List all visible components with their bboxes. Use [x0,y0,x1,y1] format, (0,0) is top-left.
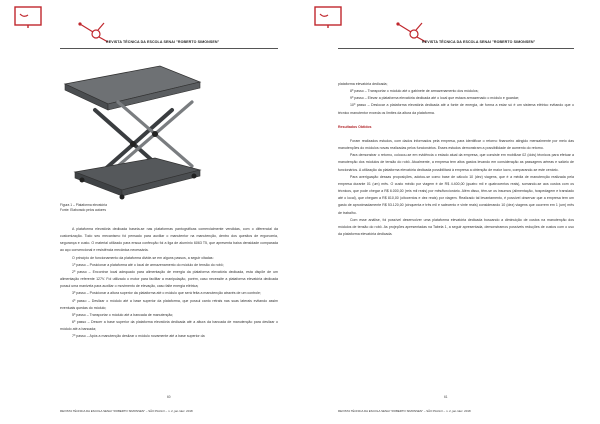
senai-journal-logo [14,6,42,28]
journal-header: REVISTA TÉCNICA DA ESCOLA SENAI "ROBERTO SIMONSEN" [422,40,536,44]
figure-caption [60,203,107,213]
paragraph: 1º passo – Posicionar a plataforma até o local de armazenamento do módulo de tensão do robô; [72,262,224,267]
paragraph: 9º passo – Elevar a plataforma elevatória dedicada até o local que estava armazenado o módulo e guardar; [350,96,520,101]
lift-platform-figure [60,62,210,200]
robot-arm-icon [76,20,110,46]
paragraph: 4º passo – Deslizar o módulo até a base superior da plataforma, que possui canto retrais nas suas laterais evitando assim eventuais quedas do módulo; [60,298,278,310]
journal-header: REVISTA TÉCNICA DA ESCOLA SENAI "ROBERTO SIMONSEN" [106,40,220,44]
senai-journal-logo [314,6,342,28]
figure-caption-title: Figura 1 – Plataforma elevatória [60,203,107,207]
paragraph: 3º passo – Posicionar a altura superior da plataforma até o módulo que será feita a manutenção através de um controle; [72,291,261,296]
paragraph: 8º passo – Transportar o módulo até o gabinete de armazenamento dos módulos; [350,89,479,94]
paragraph: 2º passo – Encontrar local adequado para alimentação de energia da plataforma elevatória dedicada, esta dispõe de um alimentação referente 127V. Foi utilizado o motor para facilitar a manipulação, porém, caso necessite a plataforma elevatória dedicada possui uma manivela para auxiliar o movimento de elevação, caso falte energia elétrica; [60,269,278,289]
right-page [300,0,600,424]
paragraph: 7º passo – Após a manutenção deslizar o módulo novamente até a base superior da [72,334,205,339]
figure-caption-source: Fonte: Elaborado pelos autores [60,208,107,212]
left-body-text [60,226,278,341]
header-rule [60,48,278,49]
paragraph: Com esse análise, foi possível desenvolver uma plataforma elevatória dedicada buscando a diminuição de custos na manutenção dos módulos de tensão do robô. As projeções apresentadas na Tabela 1, a seguir apresentada, demonstramos possíveis reduções de custos com o uso da plataforma elevatória dedicada. [338,217,574,236]
right-body-text [338,81,574,238]
page-number: 60 [167,395,171,399]
page-footer: REVISTA TÉCNICA DA ESCOLA SENAI "ROBERTO SIMONSEN" – SÃO PAULO – n. 2, jan./dez. 2018 [338,409,471,413]
paragraph: Para averiguação dessas proposições, adotou-se como base de cálculo 10 (dez) viagens, que é a média de manutenção realizada pela empresa durante 01 (um) mês. O custo médio por viagem é de R$ 4.400,00 (quatro mil e quatrocentos reais), somando-se aos custos com os técnicos, que pode chegar a R$ 6.000,00 (reis mil reais) por mês/funcionário. Além disso, têm-se os insumos (alimentação, hospedagem e translado até o local), que chegam a R$ 810,00 (oitocentos e dez reais) por viagem. Realizado tal levantamento, é possível observar que a empresa tem um gasto de aproximadamente R$ 53.120,00 (cinquenta e três mil e salecento e vinte reais) considerando 10 (dez) viagens que ocorrem em 1 (um) mês de trabalho. [338,174,574,215]
paragraph: plataforma elevatória dedicada; [338,82,388,86]
paragraph: A plataforma elevatória dedicada baseia-se nas plataformas pantográficas comercialmente vendidas, com o diferencial da customização. Todo seu mecanismo foi pensado para auxiliar o manutentor na manutenção, dentro dos quesitos de ergonomia, segurança e custo. O material utilizado para ensua confecção foi a liga de alumínio 6063 T5, que apresenta baixa densidade comparada ao aço convencional e resistência mecânica necessária. [60,227,278,253]
paragraph: 10º passo – Deslocar a plataforma elevatória dedicada até a fonte de energia, de forma a estar só é um sistema elétrico evitando que o técnico manutentor exceda os limites da altura da plataforma. [338,103,574,115]
paragraph: Foram realizados estudos, com dados informados pela empresa, para identificar o retorno financeiro atingido mensalmente por meio das manutenções do módulos novas realizadas pelos funcionários. Esses estudos demonstram a possibilidade de aumento do retorno. [338,138,574,151]
header-rule [338,48,574,49]
paragraph: O princípio de funcionamento da plataforma divide-se em alguns passos, a seguir citadas: [72,255,214,260]
paragraph: Para demonstrar o retorno, colocou-se em evidência o estado atual da empresa, que consiste em mobilizar 02 (dois) técnicos para efetuar a manutenção dos módulos de tensão do robô. Atualmente, a empresa tem altos gastos levando em consideração as passagens aéreas e salário de funcionários. A utilização da plataforma elevatória dedicada possibilitará à empresa a obtenção de maior lucro, comparando-se este cenário. [338,153,574,172]
section-title: Resultados Obtidos [338,124,372,129]
paragraph: 6º passo – Descer a base superior da plataforma elevatória dedicada até a altura da bancada de manutenção para deslizar o módulo até a bancada; [60,320,278,332]
page-number: 61 [444,395,448,399]
page-footer: REVISTA TÉCNICA DA ESCOLA SENAI "ROBERTO SIMONSEN" – SÃO PAULO – n. 2, jan./dez. 2018 [60,409,193,413]
paragraph: 5º passo – Transportar o módulo até a bancada de manutenção; [72,312,174,317]
